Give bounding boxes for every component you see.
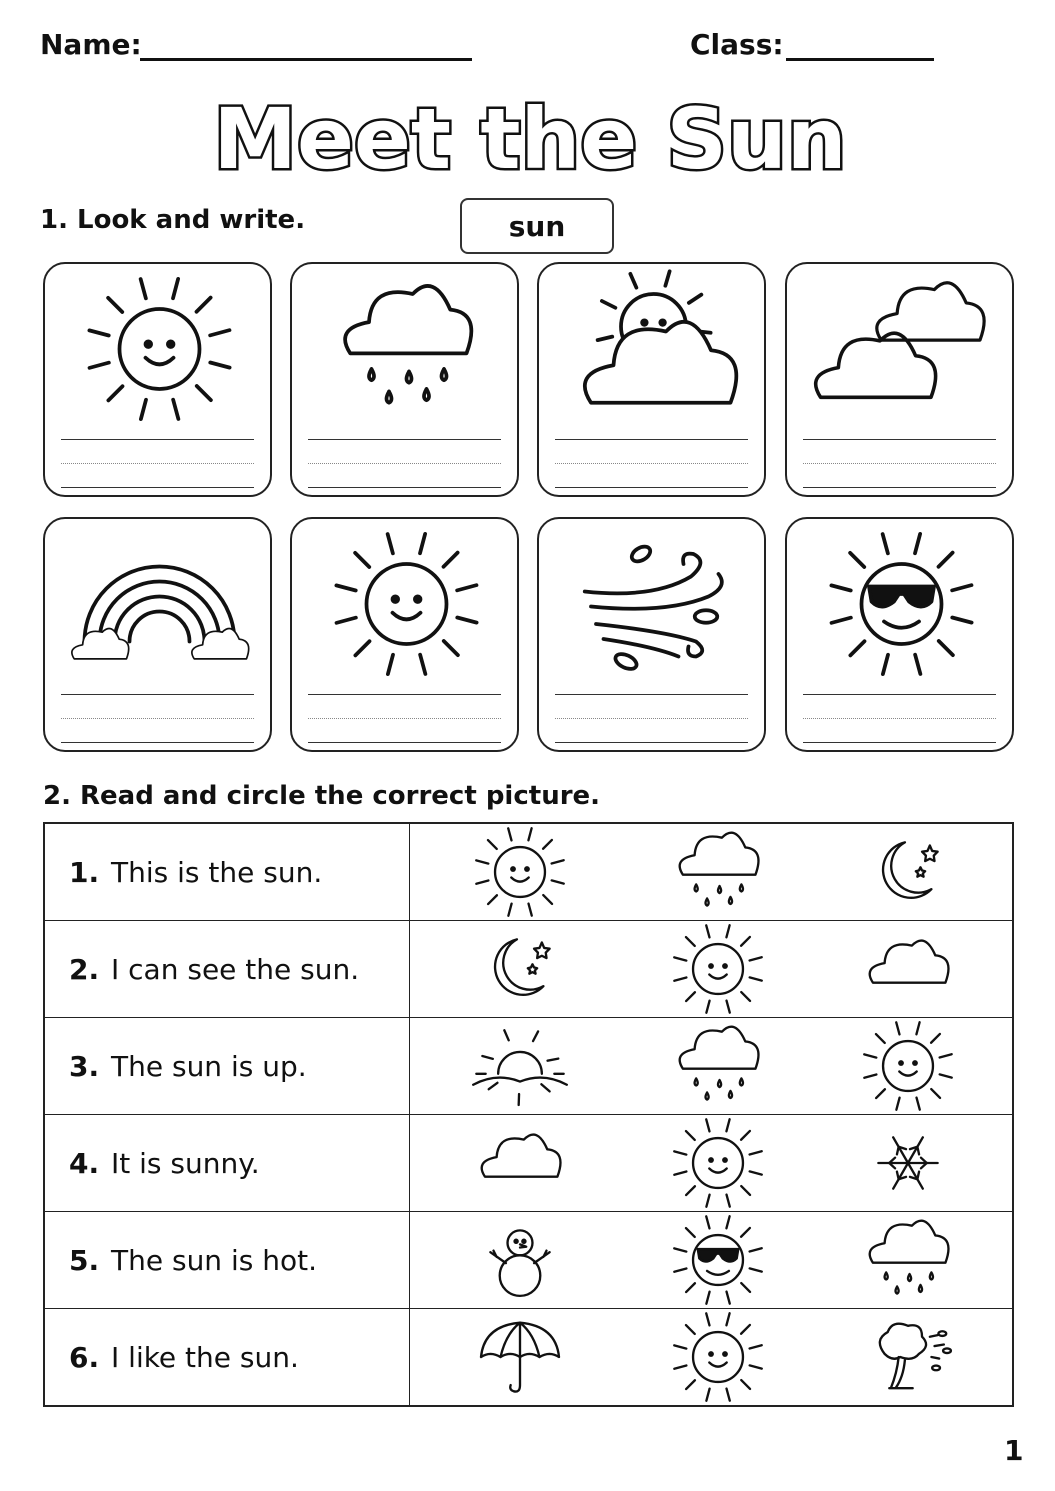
sun-icon (848, 1018, 968, 1114)
pictures-cell (410, 1212, 1014, 1309)
sunrise-icon (460, 1018, 580, 1114)
item-number: 5. (69, 1243, 100, 1277)
writing-line[interactable] (555, 694, 748, 695)
picture-card (43, 262, 272, 497)
picture-option[interactable] (460, 1212, 580, 1308)
picture-option[interactable] (848, 1018, 968, 1114)
sentence-text: I can see the sun. (111, 952, 360, 986)
sentence-cell (44, 1115, 410, 1212)
baseline (803, 487, 996, 488)
item-number: 3. (69, 1049, 100, 1083)
section1-title: 1. Look and write. (40, 205, 306, 235)
picture-card (290, 262, 519, 497)
baseline (308, 487, 501, 488)
picture-card (537, 262, 766, 497)
picture-card (785, 517, 1014, 752)
pictures-cell (410, 921, 1014, 1018)
guide-line (803, 463, 996, 464)
picture-option[interactable] (658, 1018, 778, 1114)
class-label: Class: (690, 28, 784, 61)
word-box: sun (460, 198, 614, 254)
picture-option[interactable] (460, 1115, 580, 1211)
cloud-icon (460, 1115, 580, 1211)
baseline (555, 742, 748, 743)
sun-icon (460, 824, 580, 920)
moon-stars-icon (848, 824, 968, 920)
baseline (803, 742, 996, 743)
umbrella-icon (460, 1309, 580, 1405)
writing-line[interactable] (61, 439, 254, 440)
sun-sunglasses-icon (658, 1212, 778, 1308)
name-label: Name: (40, 28, 142, 61)
writing-line[interactable] (61, 694, 254, 695)
sun-icon (658, 1309, 778, 1405)
moon-stars-icon (460, 921, 580, 1017)
quiz-table (43, 822, 1014, 1407)
sentence-cell (44, 1018, 410, 1115)
windy-tree-icon (848, 1309, 968, 1405)
sun-icon (658, 921, 778, 1017)
picture-option[interactable] (460, 824, 580, 920)
writing-line[interactable] (308, 439, 501, 440)
rainbow-icon (45, 519, 274, 689)
baseline (555, 487, 748, 488)
sentence-text: The sun is up. (111, 1049, 307, 1083)
picture-option[interactable] (658, 1212, 778, 1308)
picture-card (43, 517, 272, 752)
picture-option[interactable] (848, 1212, 968, 1308)
table-row (44, 1115, 1013, 1212)
sentence-text: This is the sun. (111, 855, 323, 889)
writing-line[interactable] (803, 694, 996, 695)
pictures-cell (410, 1115, 1014, 1212)
table-row (44, 921, 1013, 1018)
picture-option[interactable] (460, 1309, 580, 1405)
baseline (61, 742, 254, 743)
guide-line (308, 718, 501, 719)
pictures-cell (410, 1018, 1014, 1115)
table-row (44, 1212, 1013, 1309)
name-field[interactable] (140, 58, 472, 61)
sentence-cell (44, 921, 410, 1018)
class-field[interactable] (786, 58, 934, 61)
writing-line[interactable] (803, 439, 996, 440)
snowflake-icon (848, 1115, 968, 1211)
picture-option[interactable] (848, 824, 968, 920)
sentence-cell (44, 1212, 410, 1309)
sun-behind-cloud-icon (539, 264, 768, 434)
sun-icon (45, 264, 274, 434)
guide-line (803, 718, 996, 719)
item-number: 4. (69, 1146, 100, 1180)
rain-cloud-icon (848, 1212, 968, 1308)
section2-title: 2. Read and circle the correct picture. (43, 781, 601, 811)
sun-icon (292, 519, 521, 689)
sentence-text: It is sunny. (111, 1146, 260, 1180)
wind-icon (539, 519, 768, 689)
writing-line[interactable] (308, 694, 501, 695)
guide-line (308, 463, 501, 464)
sentence-text: The sun is hot. (111, 1243, 317, 1277)
sentence-cell (44, 1309, 410, 1407)
table-row (44, 1018, 1013, 1115)
picture-card (785, 262, 1014, 497)
picture-option[interactable] (848, 921, 968, 1017)
rain-cloud-icon (658, 1018, 778, 1114)
svg-text:Meet the Sun: Meet the Sun (213, 90, 847, 188)
picture-option[interactable] (848, 1309, 968, 1405)
sentence-cell (44, 823, 410, 921)
picture-option[interactable] (848, 1115, 968, 1211)
rain-cloud-icon (292, 264, 521, 434)
picture-option[interactable] (460, 1018, 580, 1114)
two-clouds-icon (787, 264, 1016, 434)
baseline (61, 487, 254, 488)
guide-line (555, 463, 748, 464)
guide-line (555, 718, 748, 719)
pictures-cell (410, 823, 1014, 921)
sun-icon (658, 1115, 778, 1211)
writing-line[interactable] (555, 439, 748, 440)
page-title (200, 88, 860, 192)
sentence-text: I like the sun. (111, 1340, 299, 1374)
picture-option[interactable] (658, 824, 778, 920)
item-number: 1. (69, 855, 100, 889)
table-row (44, 823, 1013, 921)
snowman-icon (460, 1212, 580, 1308)
picture-option[interactable] (460, 921, 580, 1017)
item-number: 6. (69, 1340, 100, 1374)
page-number: 1 (1004, 1434, 1024, 1467)
picture-card (537, 517, 766, 752)
baseline (308, 742, 501, 743)
sun-sunglasses-icon (787, 519, 1016, 689)
cloud-icon (848, 921, 968, 1017)
picture-option[interactable] (658, 921, 778, 1017)
pictures-cell (410, 1309, 1014, 1407)
guide-line (61, 718, 254, 719)
picture-option[interactable] (658, 1115, 778, 1211)
item-number: 2. (69, 952, 100, 986)
picture-card (290, 517, 519, 752)
table-row (44, 1309, 1013, 1407)
guide-line (61, 463, 254, 464)
picture-option[interactable] (658, 1309, 778, 1405)
rain-cloud-icon (658, 824, 778, 920)
